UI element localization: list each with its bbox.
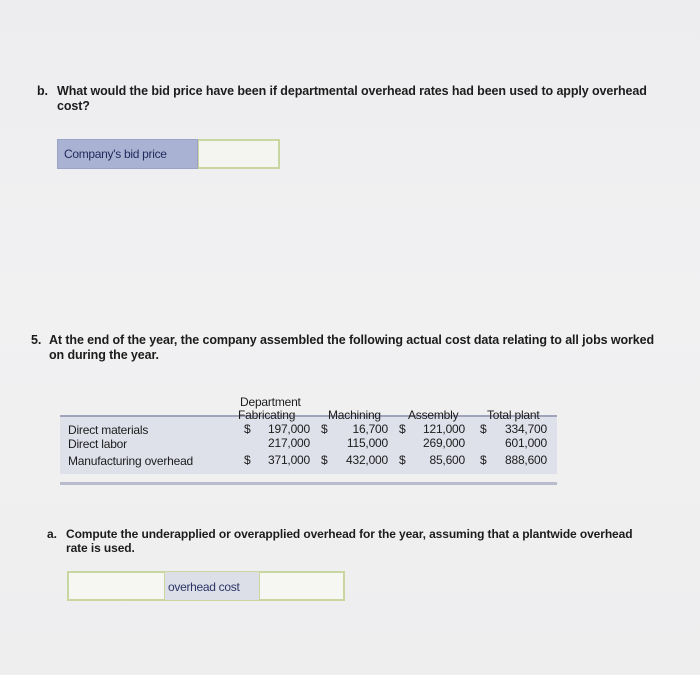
question-a-number: a. bbox=[47, 527, 57, 541]
dollar-sign: $ bbox=[480, 453, 487, 467]
value-dm-machining: 16,700 bbox=[352, 422, 388, 436]
bid-price-input[interactable] bbox=[198, 139, 280, 169]
value-dl-machining: 115,000 bbox=[346, 436, 388, 450]
column-header-total-plant: Total plant bbox=[487, 408, 540, 422]
bid-price-row bbox=[57, 139, 280, 169]
dollar-sign: $ bbox=[321, 422, 328, 436]
value-dl-fabricating: 217,000 bbox=[268, 436, 310, 450]
question-b-text-line1: What would the bid price have been if departmental overhead rates had been used to apply overhead bbox=[57, 84, 647, 98]
column-header-machining: Machining bbox=[328, 408, 381, 422]
question-a-text-line1: Compute the underapplied or overapplied overhead for the year, assuming that a plantwide overhead bbox=[66, 527, 633, 541]
question-a-text-line2: rate is used. bbox=[66, 541, 135, 555]
question-5-number: 5. bbox=[31, 333, 42, 347]
value-mo-total: 888,600 bbox=[505, 453, 547, 467]
question-5 bbox=[31, 333, 691, 365]
table-top-rule bbox=[60, 415, 557, 417]
value-dl-assembly: 269,000 bbox=[423, 436, 465, 450]
column-header-fabricating: Fabricating bbox=[238, 408, 296, 422]
bid-price-label: Company's bid price bbox=[57, 139, 198, 169]
question-5-text-line1: At the end of the year, the company assembled the following actual cost data relating to all jobs worked bbox=[49, 333, 655, 347]
question-b bbox=[37, 84, 697, 116]
question-b-number: b. bbox=[37, 84, 48, 98]
question-b-text-line2: cost? bbox=[57, 99, 90, 113]
table-bottom-rule bbox=[60, 482, 557, 485]
row-label-manufacturing-overhead: Manufacturing overhead bbox=[68, 454, 194, 468]
value-dm-assembly: 121,000 bbox=[423, 422, 465, 436]
row-label-direct-materials: Direct materials bbox=[68, 423, 149, 437]
dollar-sign: $ bbox=[399, 422, 406, 436]
overhead-amount-input[interactable] bbox=[259, 571, 345, 601]
department-header: Department bbox=[240, 395, 301, 409]
dollar-sign: $ bbox=[480, 422, 487, 436]
overhead-row bbox=[67, 571, 345, 601]
value-dm-total: 334,700 bbox=[505, 422, 547, 436]
column-header-assembly: Assembly bbox=[408, 408, 459, 422]
value-mo-assembly: 85,600 bbox=[429, 453, 465, 467]
question-a bbox=[47, 527, 687, 559]
dollar-sign: $ bbox=[321, 453, 328, 467]
dollar-sign: $ bbox=[244, 422, 251, 436]
dollar-sign: $ bbox=[244, 453, 251, 467]
question-5-text-line2: on during the year. bbox=[49, 348, 159, 362]
dollar-sign: $ bbox=[399, 453, 406, 467]
overhead-cost-label: overhead cost bbox=[165, 571, 259, 601]
over-under-applied-select[interactable] bbox=[67, 571, 165, 601]
value-dl-total: 601,000 bbox=[505, 436, 547, 450]
cost-table bbox=[60, 394, 557, 488]
value-dm-fabricating: 197,000 bbox=[268, 422, 310, 436]
row-label-direct-labor: Direct labor bbox=[68, 437, 127, 451]
value-mo-fabricating: 371,000 bbox=[268, 453, 310, 467]
value-mo-machining: 432,000 bbox=[346, 453, 388, 467]
